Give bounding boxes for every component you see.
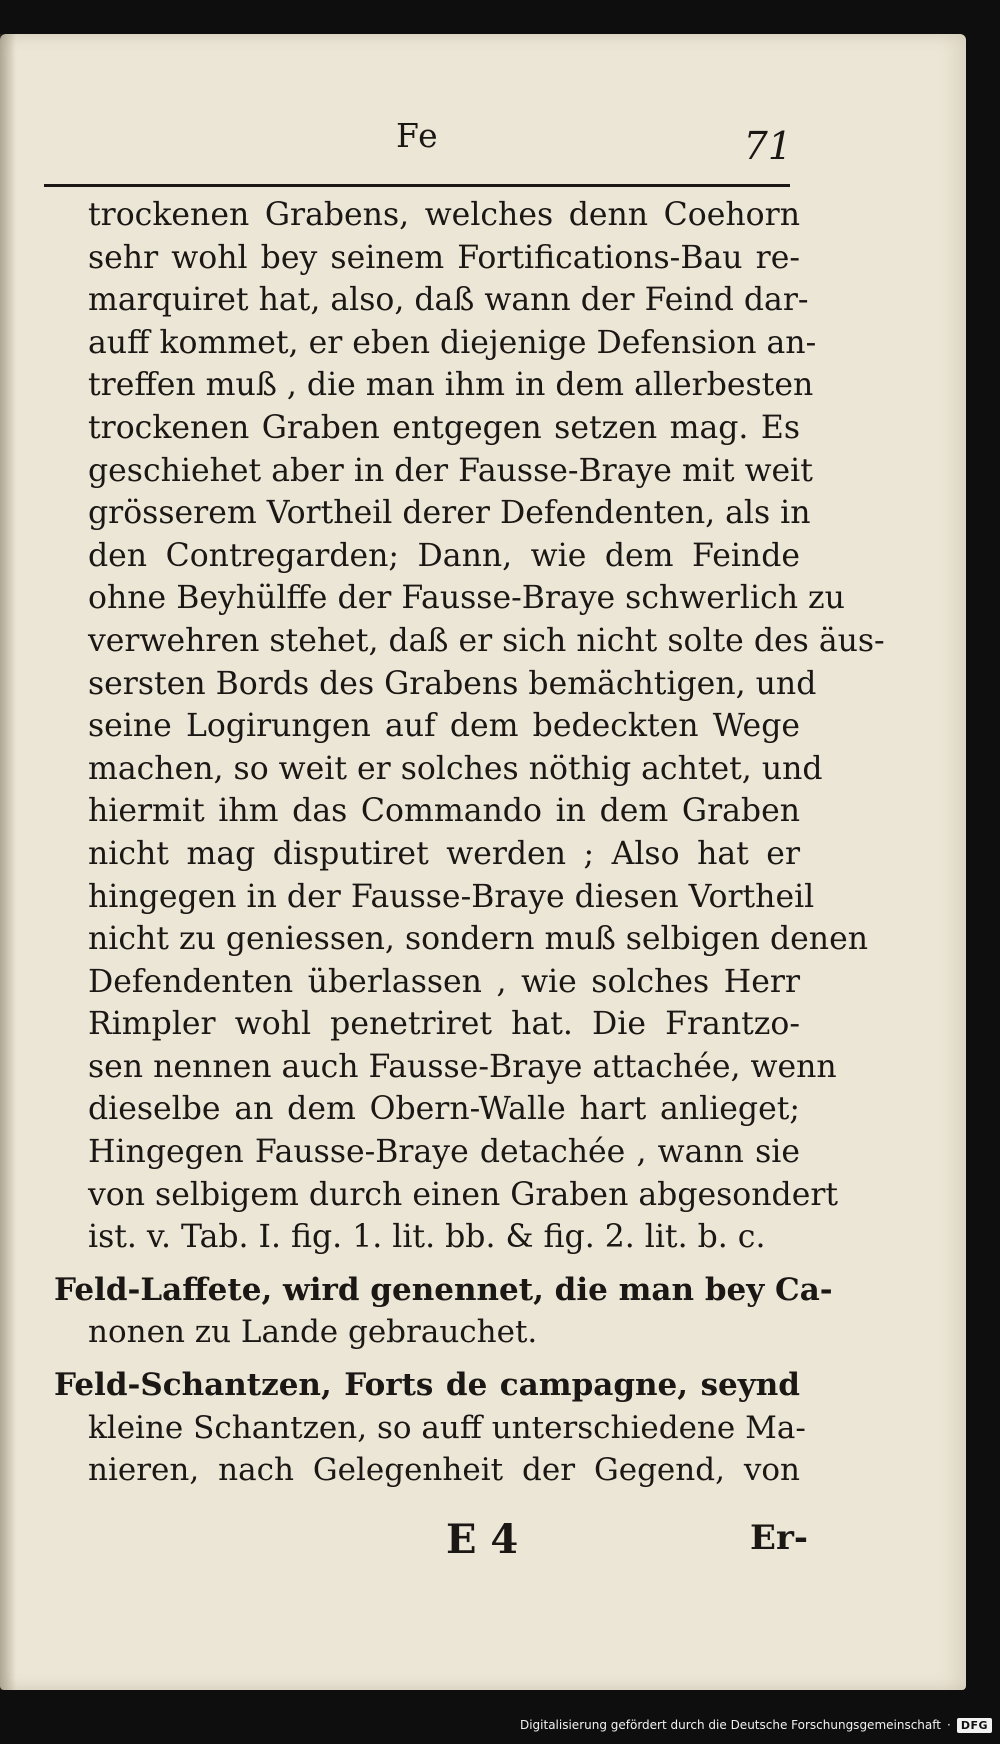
entry-heading-feld-laffete: Feld-Laffete, wird genennet, die man bey Ca- — [54, 1271, 833, 1308]
entry-line: kleine Schantzen, so auff unterschiedene Ma- — [88, 1409, 806, 1446]
entry-heading-feld-schantzen: Feld-Schantzen, Forts de campagne, seynd — [54, 1367, 800, 1404]
text-line: geschiehet aber in der Fausse-Braye mit weit — [88, 452, 813, 489]
text-line: machen, so weit er solches nöthig achtet, und — [88, 750, 823, 787]
text-line: nicht zu geniessen, sondern muß selbigen denen — [88, 921, 868, 958]
text-line: trockenen Graben entgegen setzen mag. Es — [88, 409, 800, 446]
text-line: hingegen in der Fausse-Braye diesen Vortheil — [88, 878, 815, 915]
text-line: Rimpler wohl penetriret hat. Die Frantzo- — [88, 1006, 800, 1043]
text-line: marquiret hat, also, daß wann der Feind dar- — [88, 282, 809, 319]
running-head: Fe — [396, 116, 439, 155]
catchword: Er- — [750, 1518, 808, 1558]
dfg-logo-icon: DFG — [957, 1718, 992, 1733]
text-line: trockenen Grabens, welches denn Coehorn — [88, 197, 800, 233]
text-line: nicht mag disputiret werden ; Also hat er — [88, 835, 800, 872]
text-line: auff kommet, er eben diejenige Defension an- — [88, 324, 817, 361]
text-line: ohne Beyhülffe der Fausse-Braye schwerlich zu — [88, 580, 845, 617]
text-line: von selbigem durch einen Graben abgesondert — [88, 1176, 839, 1213]
text-line: hiermit ihm das Commando in dem Graben — [88, 793, 800, 830]
page-number: 71 — [743, 124, 792, 168]
entry-line: nieren, nach Gelegenheit der Gegend, von — [88, 1452, 800, 1489]
signature-mark: E 4 — [446, 1516, 519, 1563]
entry-line: nonen zu Lande gebrauchet. — [88, 1314, 538, 1351]
text-line: dieselbe an dem Obern-Walle hart anlieget; — [88, 1091, 800, 1128]
text-line: sehr wohl bey seinem Fortifications-Bau re- — [88, 239, 800, 276]
header-rule — [44, 184, 790, 187]
text-line: Defendenten überlassen , wie solches Herr — [88, 963, 800, 1000]
text-line: sen nennen auch Fausse-Braye attachée, wenn — [88, 1048, 837, 1085]
credit-text: Digitalisierung gefördert durch die Deutsche Forschungsgemeinschaft — [519, 1718, 941, 1732]
text-line: den Contregarden; Dann, wie dem Feinde — [88, 537, 800, 574]
text-line: sersten Bords des Grabens bemächtigen, und — [88, 665, 817, 702]
page-foot — [446, 1516, 808, 1566]
text-line: ist. v. Tab. I. fig. 1. lit. bb. & fig. 2. lit. b. c. — [88, 1219, 766, 1256]
body-text — [54, 194, 885, 1492]
digitization-credit: Digitalisierung gefördert durch die Deutsche Forschungsgemeinschaft · DFG — [520, 1714, 992, 1736]
text-line: treffen muß , die man ihm in dem allerbesten — [88, 367, 814, 404]
text-line: verwehren stehet, daß er sich nicht solte des äus- — [88, 622, 885, 659]
text-line: grösserem Vortheil derer Defendenten, als in — [88, 495, 811, 532]
text-line: Hingegen Fausse-Braye detachée , wann sie — [88, 1134, 800, 1171]
book-page — [0, 34, 966, 1690]
text-line: seine Logirungen auf dem bedeckten Wege — [88, 708, 800, 745]
